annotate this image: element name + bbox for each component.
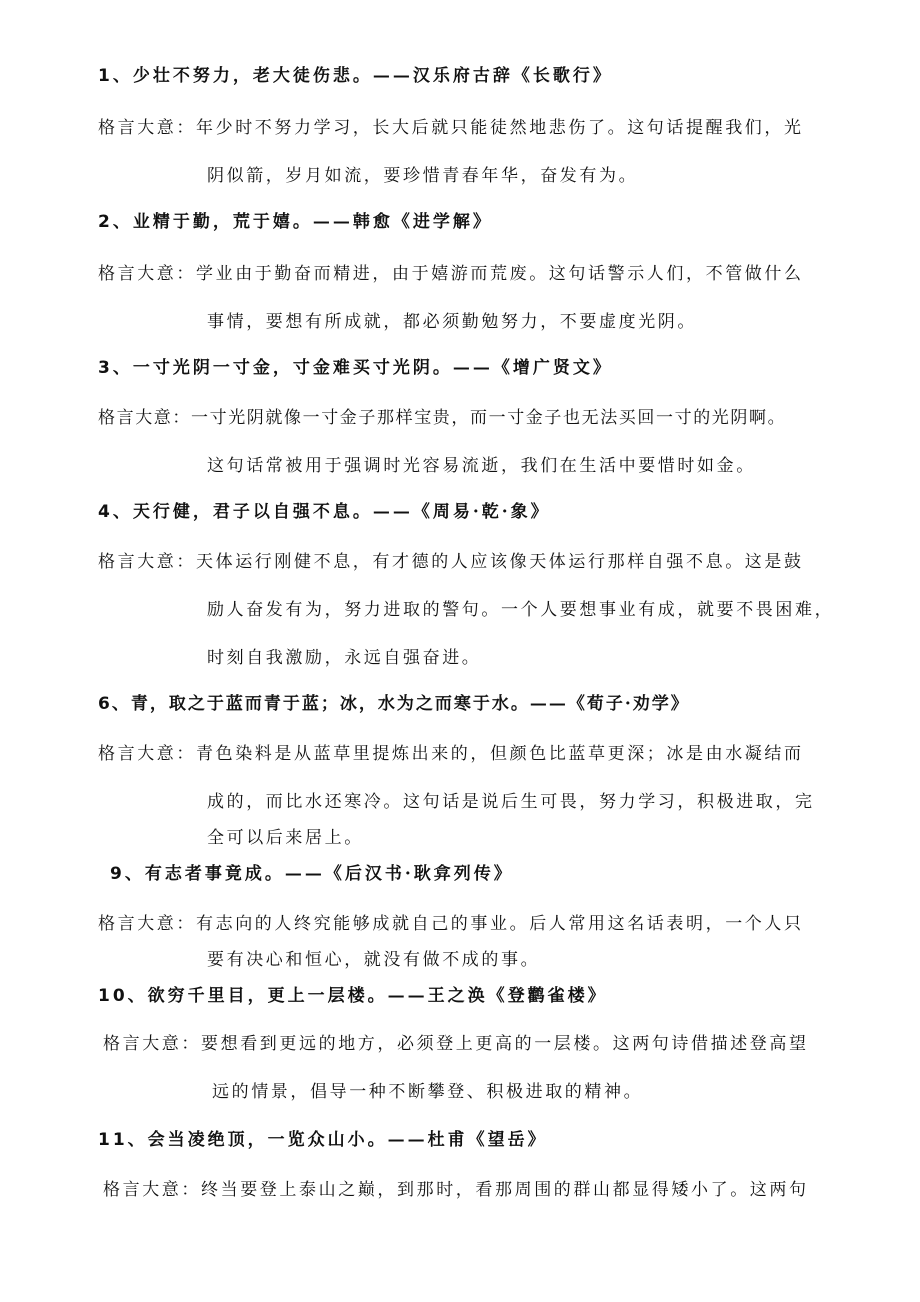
entry-4-title xyxy=(98,500,551,524)
entry-number: 3、 xyxy=(98,358,133,378)
meaning-label: 格言大意： xyxy=(98,408,191,428)
entry-2-title xyxy=(98,210,493,234)
entry-number: 9、 xyxy=(110,864,145,884)
entry-4-meaning-line-2: 励人奋发有为，努力进取的警句。一个人要想事业有成，就要不畏困难， xyxy=(207,600,835,620)
entry-6-meaning-line-2: 成的，而比水还寒冷。这句话是说后生可畏，努力学习，积极进取，完 xyxy=(207,792,815,812)
meaning-label: 格言大意： xyxy=(103,1034,201,1054)
entry-number: 2、 xyxy=(98,212,133,232)
entry-heading: 天行健，君子以自强不息。——《周易·乾·象》 xyxy=(132,502,551,522)
entry-number: 11、 xyxy=(98,1130,148,1150)
entry-10-title xyxy=(98,984,608,1008)
entry-9-title xyxy=(110,862,514,886)
meaning-text: 要想看到更远的地方，必须登上更高的一层楼。这两句诗借描述登高望 xyxy=(201,1034,809,1054)
entry-number: 1、 xyxy=(98,66,133,86)
meaning-label: 格言大意： xyxy=(98,552,196,572)
meaning-text: 年少时不努力学习，长大后就只能徒然地悲伤了。这句话提醒我们，光 xyxy=(196,118,804,138)
entry-heading: 少壮不努力，老大徒伤悲。——汉乐府古辞《长歌行》 xyxy=(132,66,613,86)
entry-6-meaning-line-3: 全可以后来居上。 xyxy=(207,828,364,848)
entry-number: 4、 xyxy=(98,502,133,522)
entry-heading: 一寸光阴一寸金，寸金难买寸光阴。——《增广贤文》 xyxy=(132,358,613,378)
entry-4-meaning-line-1 xyxy=(98,550,804,574)
meaning-text: 天体运行刚健不息，有才德的人应该像天体运行那样自强不息。这是鼓 xyxy=(196,552,804,572)
meaning-text: 终当要登上泰山之巅，到那时，看那周围的群山都显得矮小了。这两句 xyxy=(201,1180,809,1200)
entry-6-meaning-line-1 xyxy=(98,742,804,766)
meaning-text: 青色染料是从蓝草里提炼出来的，但颜色比蓝草更深；冰是由水凝结而 xyxy=(196,744,804,764)
meaning-text: 有志向的人终究能够成就自己的事业。后人常用这名话表明，一个人只 xyxy=(196,914,804,934)
meaning-label: 格言大意： xyxy=(98,264,196,284)
entry-6-title xyxy=(98,692,690,716)
entry-9-meaning-line-1 xyxy=(98,912,804,936)
entry-3-title xyxy=(98,356,613,380)
entry-2-meaning-line-1 xyxy=(98,262,804,286)
entry-11-title xyxy=(98,1128,548,1152)
entry-10-meaning-line-1 xyxy=(103,1032,809,1056)
meaning-label: 格言大意： xyxy=(98,118,196,138)
entry-number: 10、 xyxy=(98,986,148,1006)
entry-heading: 业精于勤，荒于嬉。——韩愈《进学解》 xyxy=(132,212,493,232)
entry-heading: 欲穷千里目，更上一层楼。——王之涣《登鹳雀楼》 xyxy=(147,986,608,1006)
entry-1-meaning-line-2: 阴似箭，岁月如流，要珍惜青春年华，奋发有为。 xyxy=(207,166,639,186)
meaning-label: 格言大意： xyxy=(98,744,196,764)
entry-3-meaning-line-1 xyxy=(98,406,786,430)
entry-4-meaning-line-3: 时刻自我激励，永远自强奋进。 xyxy=(207,648,482,668)
entry-1-meaning-line-1 xyxy=(98,116,804,140)
entry-1-title xyxy=(98,64,613,88)
entry-heading: 会当凌绝顶，一览众山小。——杜甫《望岳》 xyxy=(147,1130,548,1150)
entry-heading: 有志者事竟成。——《后汉书·耿弇列传》 xyxy=(144,864,514,884)
entry-9-meaning-line-2: 要有决心和恒心，就没有做不成的事。 xyxy=(207,950,541,970)
entry-3-meaning-line-2: 这句话常被用于强调时光容易流逝，我们在生活中要惜时如金。 xyxy=(207,456,756,476)
entry-10-meaning-line-2: 远的情景，倡导一种不断攀登、积极进取的精神。 xyxy=(212,1082,644,1102)
entry-heading: 青，取之于蓝而青于蓝；冰，水为之而寒于水。——《荀子·劝学》 xyxy=(130,694,690,714)
entry-number: 6、 xyxy=(98,694,131,714)
entry-11-meaning-line-1 xyxy=(103,1178,809,1202)
meaning-text: 一寸光阴就像一寸金子那样宝贵，而一寸金子也无法买回一寸的光阴啊。 xyxy=(191,408,787,428)
entry-2-meaning-line-2: 事情，要想有所成就，都必须勤勉努力，不要虚度光阴。 xyxy=(207,312,697,332)
meaning-label: 格言大意： xyxy=(98,914,196,934)
meaning-label: 格言大意： xyxy=(103,1180,201,1200)
meaning-text: 学业由于勤奋而精进，由于嬉游而荒废。这句话警示人们，不管做什么 xyxy=(196,264,804,284)
